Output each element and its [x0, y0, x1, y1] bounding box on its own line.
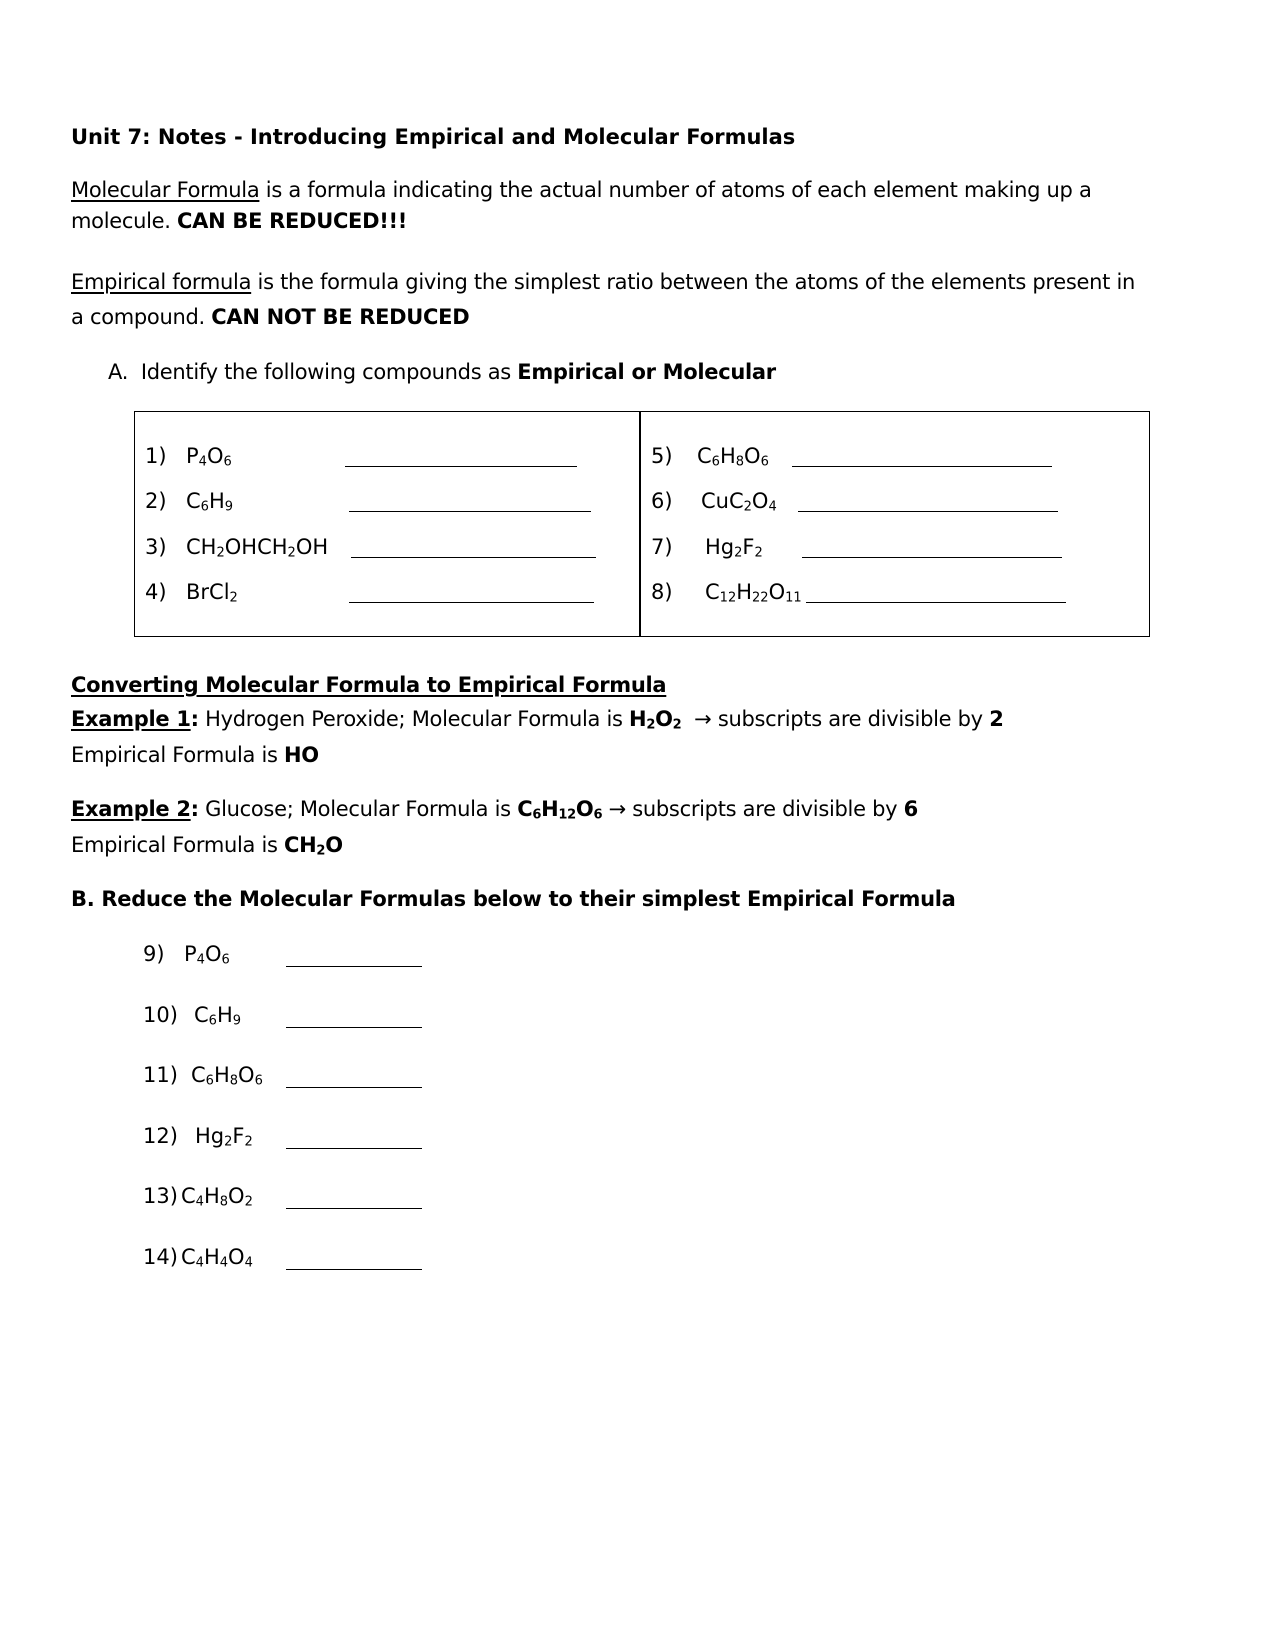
section-a-item-7-formula: $Hg_2F_2$: [705, 535, 763, 561]
section-a-item-6-formula: $CuC_2O_4$: [701, 489, 777, 515]
section-b-item-14-formula: $C_4H_4O_4$: [181, 1245, 253, 1271]
molecular-definition-line1: Molecular Formula is a formula indicating the actual number of atoms of each element making up a: [71, 178, 1092, 202]
page-title: Unit 7: Notes - Introducing Empirical and Molecular Formulas: [71, 125, 796, 149]
section-b-item-13-number: 13): [143, 1184, 178, 1208]
empirical-definition-line2: a compound. CAN NOT BE REDUCED: [71, 305, 470, 329]
section-b-item-9-number: 9): [143, 942, 165, 966]
section-b-item-14-number: 14): [143, 1245, 178, 1269]
section-b-item-11-formula: $C_6H_8O_6$: [191, 1063, 263, 1089]
section-a-item-8-number: 8): [651, 580, 673, 604]
section-b-item-14-answer-blank[interactable]: [286, 1269, 422, 1270]
section-b-item-11-number: 11): [143, 1063, 178, 1087]
section-b-item-10-formula: $C_6H_9$: [194, 1003, 242, 1029]
section-a-table: [134, 411, 1150, 637]
section-a-item-2-answer-blank[interactable]: [349, 511, 591, 512]
section-a-item-5-number: 5): [651, 444, 673, 468]
example-2-empirical: $CH_2O$: [284, 833, 343, 859]
section-b-item-13-answer-blank[interactable]: [286, 1208, 422, 1209]
section-a-item-1-formula: $P_4O_6$: [186, 444, 232, 470]
section-a-item-4-answer-blank[interactable]: [349, 602, 594, 603]
section-a-item-3-number: 3): [145, 535, 167, 559]
section-a-item-4-number: 4): [145, 580, 167, 604]
section-a-item-8-answer-blank[interactable]: [806, 602, 1066, 603]
molecular-definition-line2: molecule. CAN BE REDUCED!!!: [71, 209, 408, 233]
section-a-item-5-answer-blank[interactable]: [792, 466, 1052, 467]
can-be-reduced-emphasis: CAN BE REDUCED!!!: [177, 209, 408, 233]
section-b-item-11-answer-blank[interactable]: [286, 1087, 422, 1088]
section-a-item-6-number: 6): [651, 489, 673, 513]
section-a-item-7-answer-blank[interactable]: [802, 557, 1062, 558]
section-b-item-12-answer-blank[interactable]: [286, 1148, 422, 1149]
section-a-item-1-answer-blank[interactable]: [345, 466, 577, 467]
section-a-item-3-answer-blank[interactable]: [351, 557, 596, 558]
example-1: Example 1: Hydrogen Peroxide; Molecular Formula is $H_2O_2$ → subscripts are divisible by 2: [71, 707, 1004, 733]
section-a-item-2-formula: $C_6H_9$: [186, 489, 234, 515]
section-b-item-9-formula: $P_4O_6$: [184, 942, 230, 968]
example-1-result: Empirical Formula is HO: [71, 743, 319, 767]
section-a-item-2-number: 2): [145, 489, 167, 513]
converting-heading: Converting Molecular Formula to Empirical Formula: [71, 673, 667, 697]
can-not-be-reduced-emphasis: CAN NOT BE REDUCED: [211, 305, 470, 329]
empirical-formula-term: Empirical formula: [71, 270, 252, 294]
section-a-item-7-number: 7): [651, 535, 673, 559]
example-1-empirical: HO: [284, 743, 319, 767]
section-a-item-3-formula: $CH_2OHCH_2OH$: [186, 535, 329, 561]
section-b-item-12-number: 12): [143, 1124, 178, 1148]
section-a-item-5-formula: $C_6H_8O_6$: [697, 444, 769, 470]
table-column-divider: [639, 411, 641, 637]
example-2: Example 2: Glucose; Molecular Formula is $C_6H_{12}O_6$ → subscripts are divisible by 6: [71, 797, 918, 823]
section-b-item-10-answer-blank[interactable]: [286, 1027, 422, 1028]
example-2-result: Empirical Formula is $CH_2O$: [71, 833, 343, 859]
section-a-item-8-formula: $C_{12}H_{22}O_{11}$: [705, 580, 802, 606]
section-b-item-13-formula: $C_4H_8O_2$: [181, 1184, 253, 1210]
empirical-definition-line1: Empirical formula is the formula giving the simplest ratio between the atoms of the elements present in: [71, 270, 1135, 294]
example-1-formula: $H_2O_2$: [629, 707, 682, 733]
section-a-item-6-answer-blank[interactable]: [798, 511, 1058, 512]
molecular-formula-term: Molecular Formula: [71, 178, 260, 202]
example-2-formula: $C_6H_{12}O_6$: [517, 797, 603, 823]
section-b-item-12-formula: $Hg_2F_2$: [195, 1124, 253, 1150]
section-b-item-10-number: 10): [143, 1003, 178, 1027]
section-a-item-4-formula: BrCl$_2$: [186, 580, 238, 606]
section-a-item-1-number: 1): [145, 444, 167, 468]
section-a-instruction: A. Identify the following compounds as Empirical or Molecular: [108, 360, 776, 384]
section-b-item-9-answer-blank[interactable]: [286, 966, 422, 967]
section-b-heading: B. Reduce the Molecular Formulas below to their simplest Empirical Formula: [71, 887, 956, 911]
